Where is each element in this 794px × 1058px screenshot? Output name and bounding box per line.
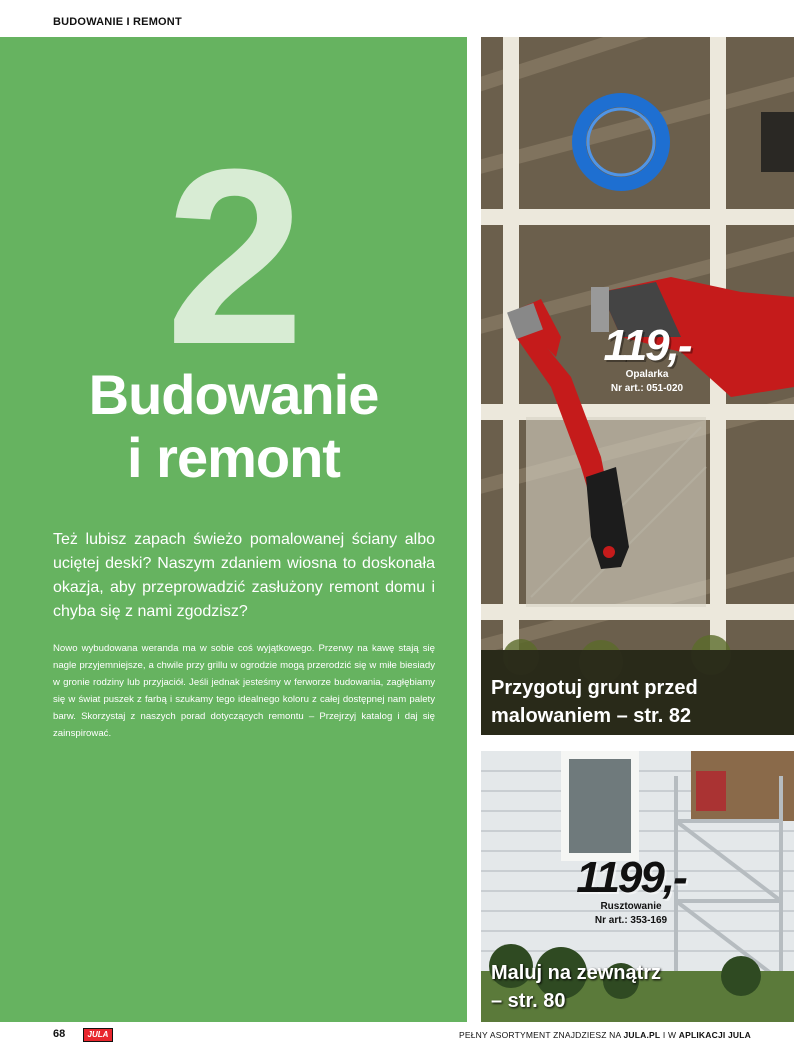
footer-note-prefix: PEŁNY ASORTYMENT ZNAJDZIESZ NA [459, 1030, 624, 1040]
heat-gun-caption-line1: Przygotuj grunt przed [491, 677, 698, 699]
section-header: BUDOWANIE I REMONT [53, 16, 182, 28]
heat-gun-price-tag [589, 321, 705, 396]
heat-gun-name: Opalarka [625, 369, 669, 380]
heat-gun-price: 119,- [603, 321, 691, 370]
scaffolding-price-tag [561, 853, 701, 928]
scaffolding-art-number: Nr art.: 353-169 [594, 915, 668, 926]
jula-logo: JULA [83, 1028, 113, 1042]
heat-gun-caption-bar [481, 650, 794, 735]
footer-note [459, 1030, 751, 1040]
page-number: 68 [53, 1028, 66, 1040]
footer-app-name: APLIKACJI JULA [678, 1030, 751, 1040]
chapter-number: 2 [165, 117, 305, 396]
body-paragraph: Nowo wybudowana weranda ma w sobie coś wyjątkowego. Przerwy na kawę stają się nagle przyjemniejsze, a chwile przy grillu w ogrodzie mogą przerodzić się w miłe biesiady w gronie rodziny lub przyjaciół. Jeśli jednak jesteśmy w ferworze budowania, zagłębiamy się w świat puszek z farbą i szukamy tego idealnego koloru z całej dostępnej nam palety barw. Skorzystaj z naszych porad dotyczących remontu – Przejrzyj katalog i daj się zainspirować. [53, 643, 435, 739]
heat-gun-caption-line2: malowaniem – str. 82 [491, 705, 692, 727]
scaffolding-caption-line2: – str. 80 [491, 990, 566, 1012]
scaffolding-photo [481, 751, 794, 1022]
footer-note-mid: I W [660, 1030, 679, 1040]
intro-paragraph: Też lubisz zapach świeżo pomalowanej ściany albo uciętej deski? Naszym zdaniem wiosna to doskonała okazja, aby przeprowadzić zasłużony remont domu i chyba się z nami zgodzisz? [53, 531, 435, 620]
chapter-panel [0, 37, 467, 1022]
heat-gun-photo [481, 37, 794, 735]
footer-site-link[interactable]: JULA.PL [623, 1030, 661, 1040]
scaffolding-caption-line1: Maluj na zewnątrz [491, 962, 662, 984]
chapter-title-line1: Budowanie [88, 363, 379, 426]
chapter-title-line2: i remont [127, 426, 340, 489]
scaffolding-name: Rusztowanie [600, 901, 662, 912]
scaffolding-price: 1199,- [576, 853, 686, 902]
heat-gun-art-number: Nr art.: 051-020 [610, 383, 684, 394]
